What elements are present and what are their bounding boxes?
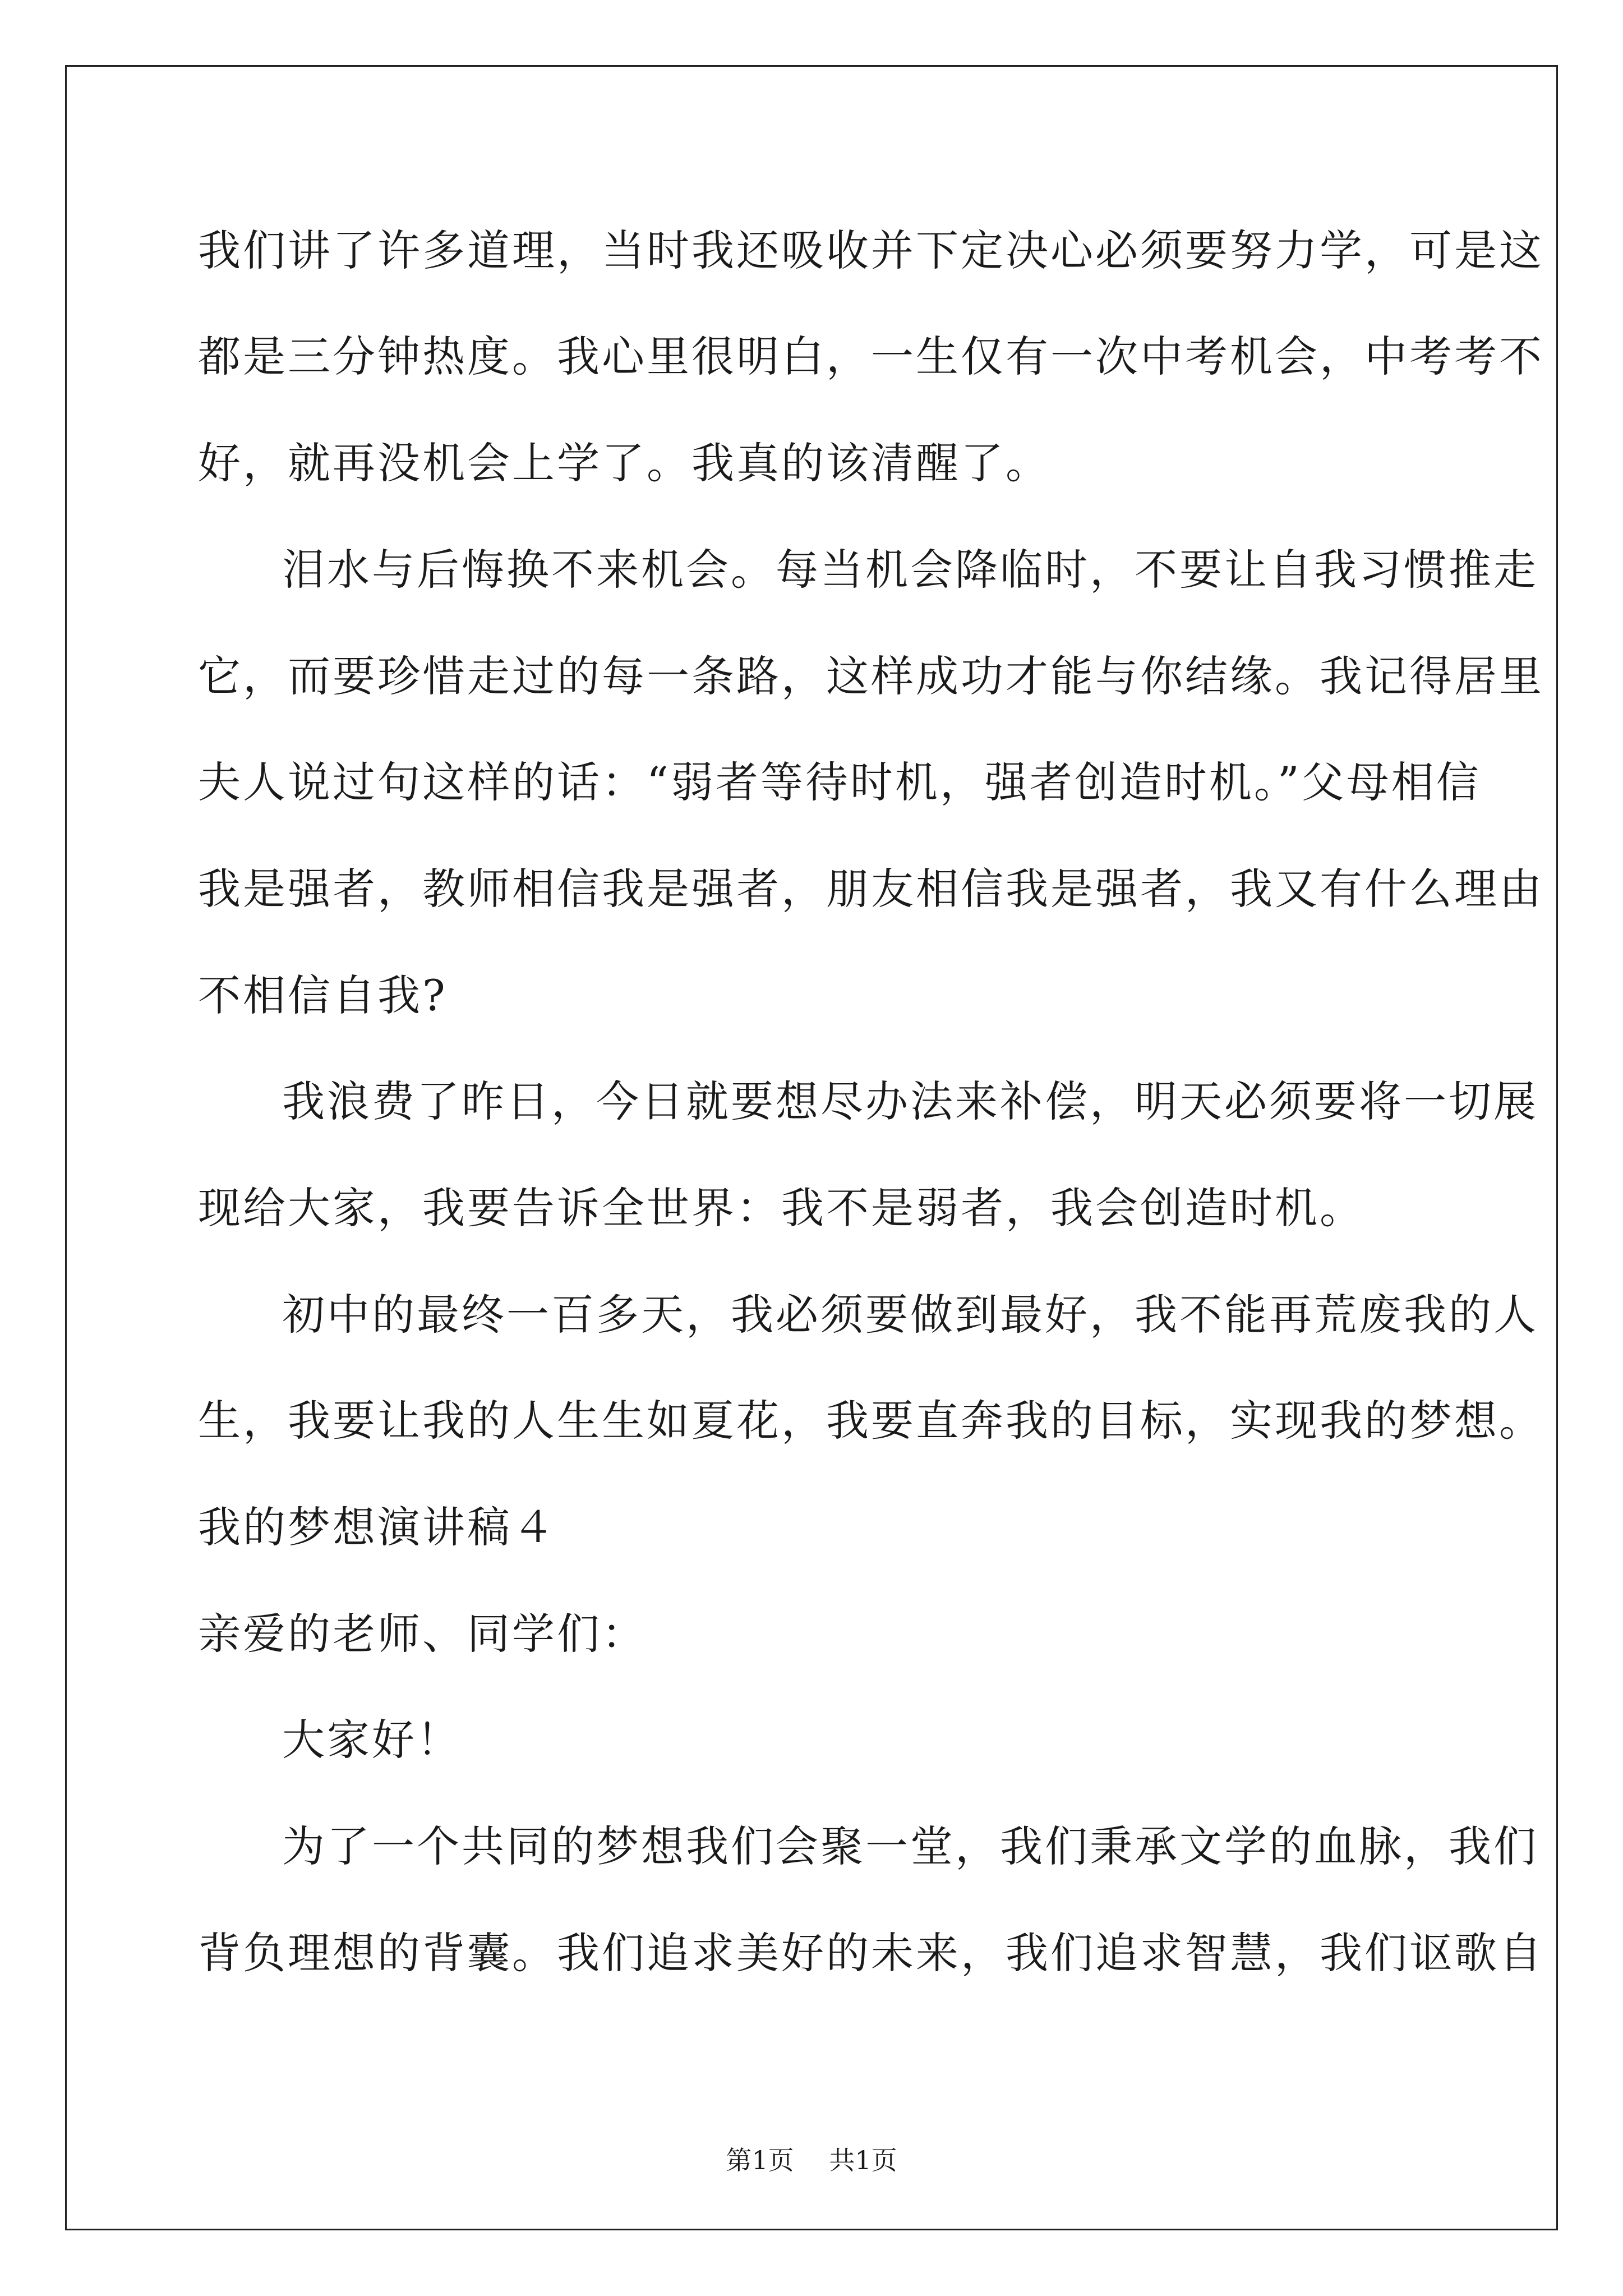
text-line: 为了一个共同的梦想我们会聚一堂，我们秉承文学的血脉，我们 <box>282 1821 1538 1871</box>
greeting: 大家好！ <box>282 1715 462 1765</box>
text-line: 我浪费了昨日，今日就要想尽办法来补偿，明天必须要将一切展 <box>282 1076 1538 1126</box>
page-total: 共1页 <box>829 2145 897 2175</box>
page-footer <box>0 2145 1623 2176</box>
text-line: 背负理想的背囊。我们追求美好的未来，我们追求智慧，我们讴歌自 <box>198 1928 1544 1978</box>
text-line: 夫人说过句这样的话：“弱者等待时机，强者创造时机。”父母相信 <box>198 757 1481 807</box>
text-line: 都是三分钟热度。我心里很明白，一生仅有一次中考机会，中考考不 <box>198 332 1544 381</box>
text-line: 不相信自我? <box>198 970 448 1020</box>
section-heading: 我的梦想演讲稿４ <box>198 1502 557 1552</box>
salutation: 亲爱的老师、同学们： <box>198 1609 647 1659</box>
text-line: 初中的最终一百多天，我必须要做到最好，我不能再荒废我的人 <box>282 1290 1538 1340</box>
text-line: 我是强者，教师相信我是强者，朋友相信我是强者，我又有什么理由 <box>198 864 1544 914</box>
text-line: 现给大家，我要告诉全世界：我不是弱者，我会创造时机。 <box>198 1183 1364 1233</box>
text-line: 好，就再没机会上学了。我真的该清醒了。 <box>198 438 1050 488</box>
page-number: 第1页 <box>726 2145 794 2175</box>
text-line: 它，而要珍惜走过的每一条路，这样成功才能与你结缘。我记得居里 <box>198 651 1544 701</box>
text-line: 生，我要让我的人生生如夏花，我要直奔我的目标，实现我的梦想。 <box>198 1396 1544 1446</box>
text-line: 泪水与后悔换不来机会。每当机会降临时，不要让自我习惯推走 <box>282 545 1538 595</box>
text-line: 我们讲了许多道理，当时我还吸收并下定决心必须要努力学，可是这 <box>198 226 1544 275</box>
page-border <box>65 65 1558 2230</box>
